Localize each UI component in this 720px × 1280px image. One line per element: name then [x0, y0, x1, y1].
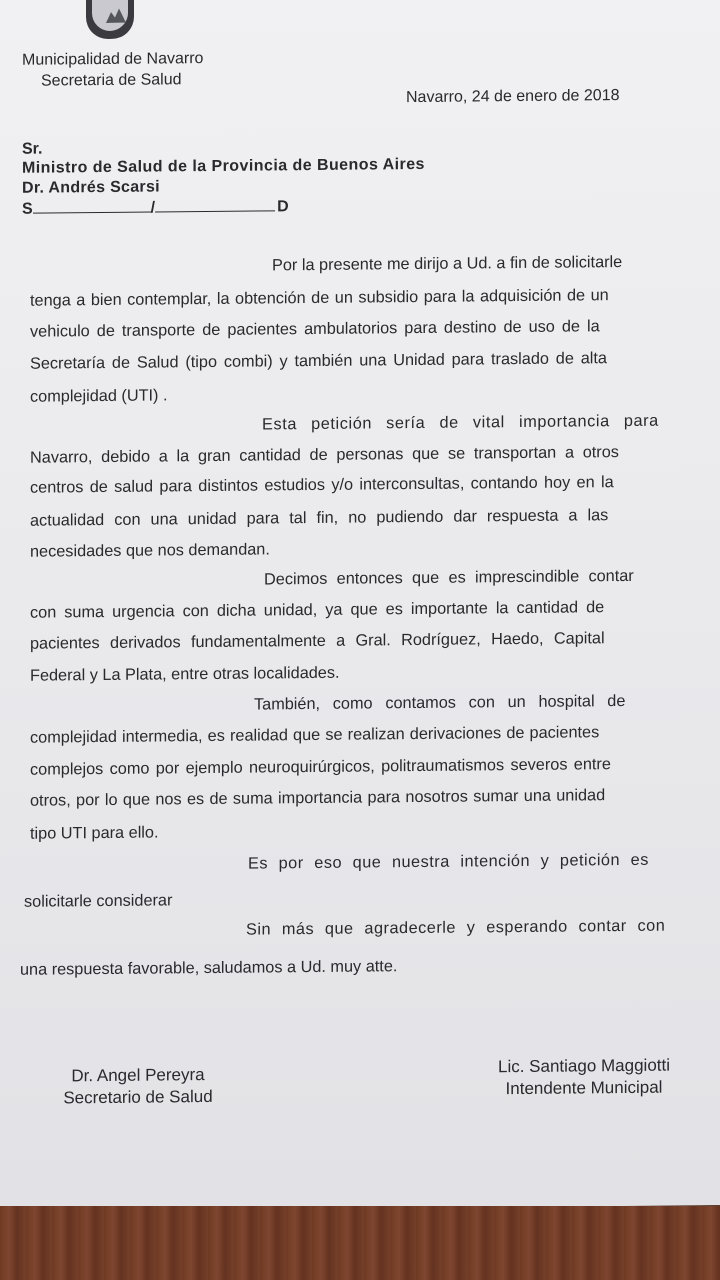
body-line: pacientes derivados fundamentalmente a Gral. Rodríguez, Haedo, Capital — [30, 629, 605, 653]
body-line: solicitarle considerar — [24, 891, 173, 911]
body-line: otros, por lo que nos es de suma importancia para nosotros sumar una unidad — [30, 786, 606, 810]
recipient-slash: / — [150, 199, 156, 217]
recipient-name: Dr. Andrés Scarsi — [22, 178, 160, 197]
body-line: centros de salud para distintos estudios y/o interconsultas, contando hoy en la — [30, 473, 614, 497]
municipal-crest-icon — [86, 0, 134, 39]
body-line: Es por eso que nuestra intención y petición es — [248, 850, 649, 873]
body-line: Sin más que agradecerle y esperando contar con — [246, 916, 666, 939]
signature-left-role: Secretario de Salud — [63, 1086, 213, 1108]
body-line: con suma urgencia con dicha unidad, ya que es importante la cantidad de — [30, 598, 605, 622]
body-line: tenga a bien contemplar, la obtención de un subsidio para la adquisición de un — [30, 286, 609, 310]
blank-line — [155, 196, 275, 212]
signature-left-name: Dr. Angel Pereyra — [71, 1065, 205, 1086]
body-line: Esta petición sería de vital importancia para — [262, 411, 659, 434]
body-line: actualidad con una unidad para tal fin, no pudiendo dar respuesta a las — [30, 506, 609, 530]
letter-date: Navarro, 24 de enero de 2018 — [406, 87, 620, 107]
body-line: Federal y La Plata, entre otras localidades. — [30, 663, 340, 685]
signature-block-right — [478, 1054, 690, 1100]
signature-block-left — [50, 1064, 226, 1110]
body-line: Navarro, debido a la gran cantidad de personas que se transportan a otros — [30, 443, 619, 467]
body-line: vehiculo de transporte de pacientes ambulatorios para destino de uso de la — [30, 317, 600, 341]
wooden-table-surface — [0, 1206, 720, 1280]
recipient-salutation: Sr. — [22, 140, 43, 158]
letterhead-line-1: Municipalidad de Navarro — [22, 50, 204, 69]
recipient-s-letter: S — [22, 200, 33, 218]
body-line: Por la presente me dirijo a Ud. a fin de solicitarle — [272, 253, 623, 275]
letterhead-line-2: Secretaria de Salud — [41, 71, 182, 90]
signature-right-name: Lic. Santiago Maggiotti — [498, 1055, 670, 1077]
body-line: una respuesta favorable, saludamos a Ud. muy atte. — [20, 957, 398, 979]
body-line: complejidad (UTI) . — [30, 386, 168, 406]
body-line: complejos como por ejemplo neuroquirúrgicos, politraumatismos severos entre — [30, 755, 611, 779]
body-line: También, como contamos con un hospital de — [254, 691, 626, 714]
recipient-sd-line — [22, 196, 289, 219]
recipient-d-letter: D — [277, 198, 289, 216]
body-line: complejidad intermedia, es realidad que se realizan derivaciones de pacientes — [30, 723, 600, 747]
signature-right-role: Intendente Municipal — [505, 1077, 663, 1099]
recipient-title: Ministro de Salud de la Provincia de Buenos Aires — [22, 155, 425, 177]
body-line: necesidades que nos demandan. — [30, 540, 270, 561]
body-line: tipo UTI para ello. — [30, 823, 159, 843]
blank-line — [33, 198, 151, 214]
body-line: Decimos entonces que es imprescindible contar — [264, 566, 634, 589]
body-line: Secretaría de Salud (tipo combi) y también una Unidad para traslado de alta — [30, 349, 607, 373]
